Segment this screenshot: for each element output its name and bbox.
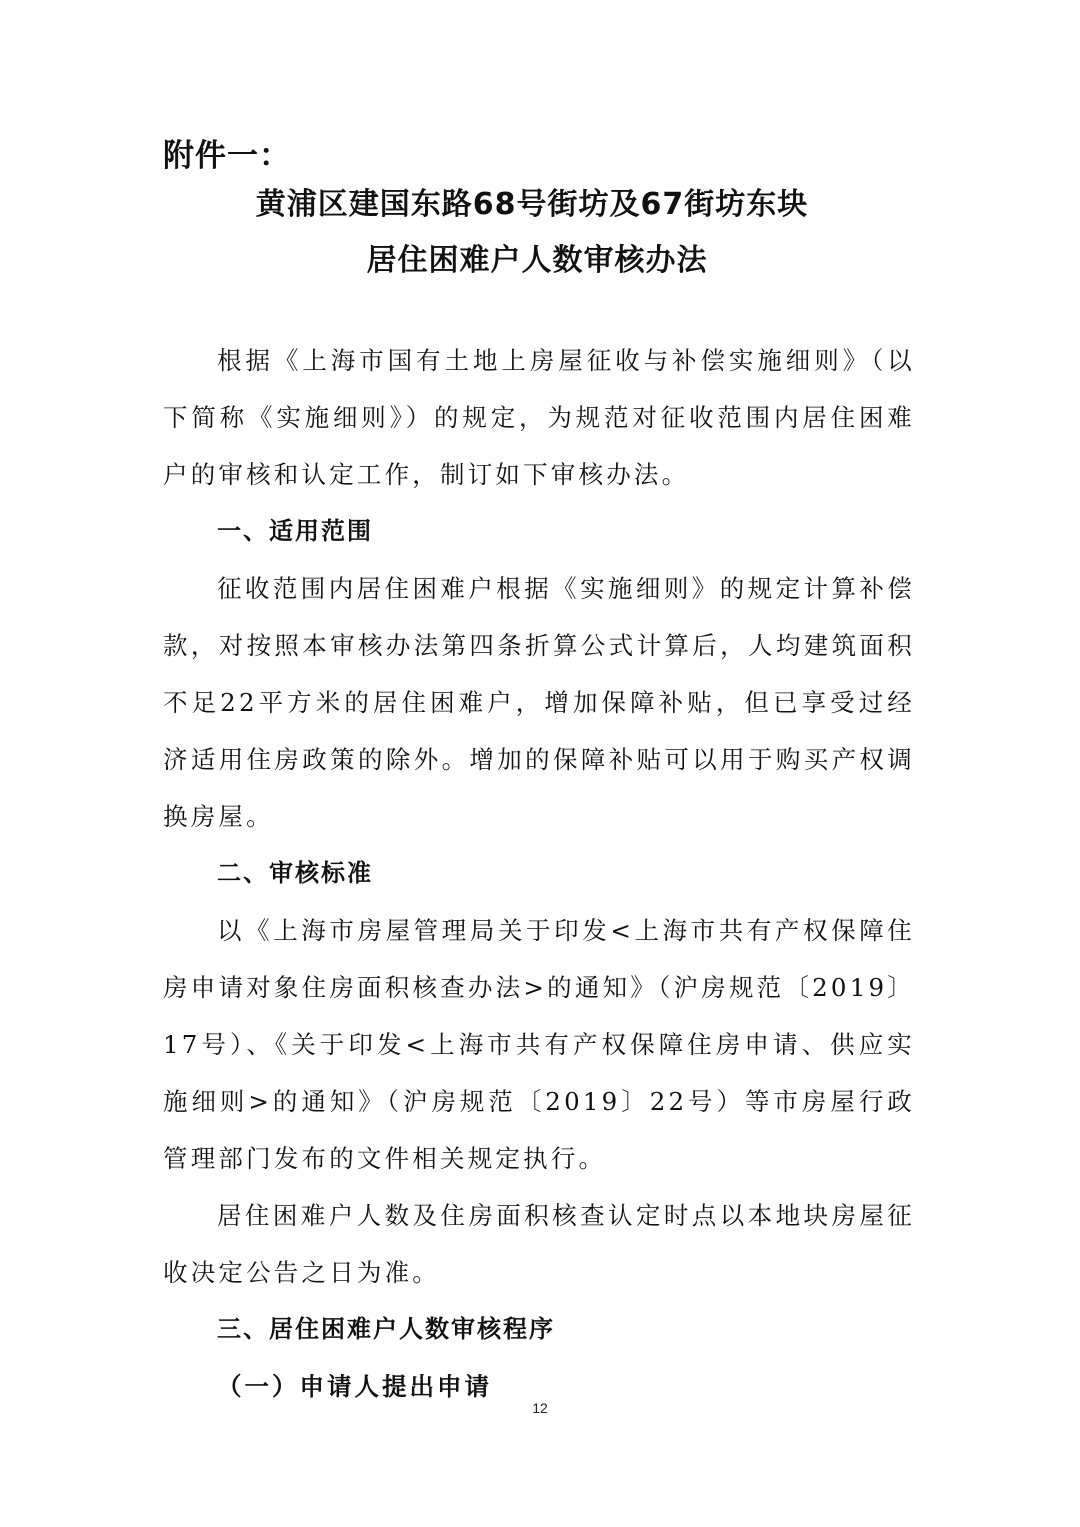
section-1-heading: 一、适用范围 — [217, 517, 373, 545]
attachment-label: 附件一： — [163, 138, 291, 174]
section-2-heading: 二、审核标准 — [217, 859, 373, 887]
section-2-paragraph-1: 以《上海市房屋管理局关于印发<上海市共有产权保障住房申请对象住房面积核查办法>的通知》（沪房规范〔2019〕17号）、《关于印发<上海市共有产权保障住房申请、供应实施细则>的通知》（沪房规范〔2019〕22号）等市房屋行政管理部门发布的文件相关规定执行。 — [163, 916, 915, 1173]
section-1-paragraph: 征收范围内居住困难户根据《实施细则》的规定计算补偿款，对按照本审核办法第四条折算公式计算后，人均建筑面积不足22平方米的居住困难户，增加保障补贴，但已享受过经济适用住房政策的除外。增加的保障补贴可以用于购买产权调换房屋。 — [163, 574, 915, 831]
section-3-heading: 三、居住困难户人数审核程序 — [217, 1315, 555, 1343]
document-title-line-1: 黄浦区建国东路68号街坊及67街坊东块 — [255, 187, 809, 222]
intro-paragraph: 根据《上海市国有土地上房屋征收与补偿实施细则》（以下简称《实施细则》）的规定，为规范对征收范围内居住困难户的审核和认定工作，制订如下审核办法。 — [163, 346, 915, 489]
document-body — [163, 332, 915, 1415]
page-number: 12 — [532, 1400, 548, 1416]
section-3-subheading: （一）申请人提出申请 — [217, 1372, 492, 1401]
document-title-line-2: 居住困难户人数审核办法 — [366, 243, 708, 278]
section-2-paragraph-2: 居住困难户人数及住房面积核查认定时点以本地块房屋征收决定公告之日为准。 — [163, 1201, 915, 1287]
